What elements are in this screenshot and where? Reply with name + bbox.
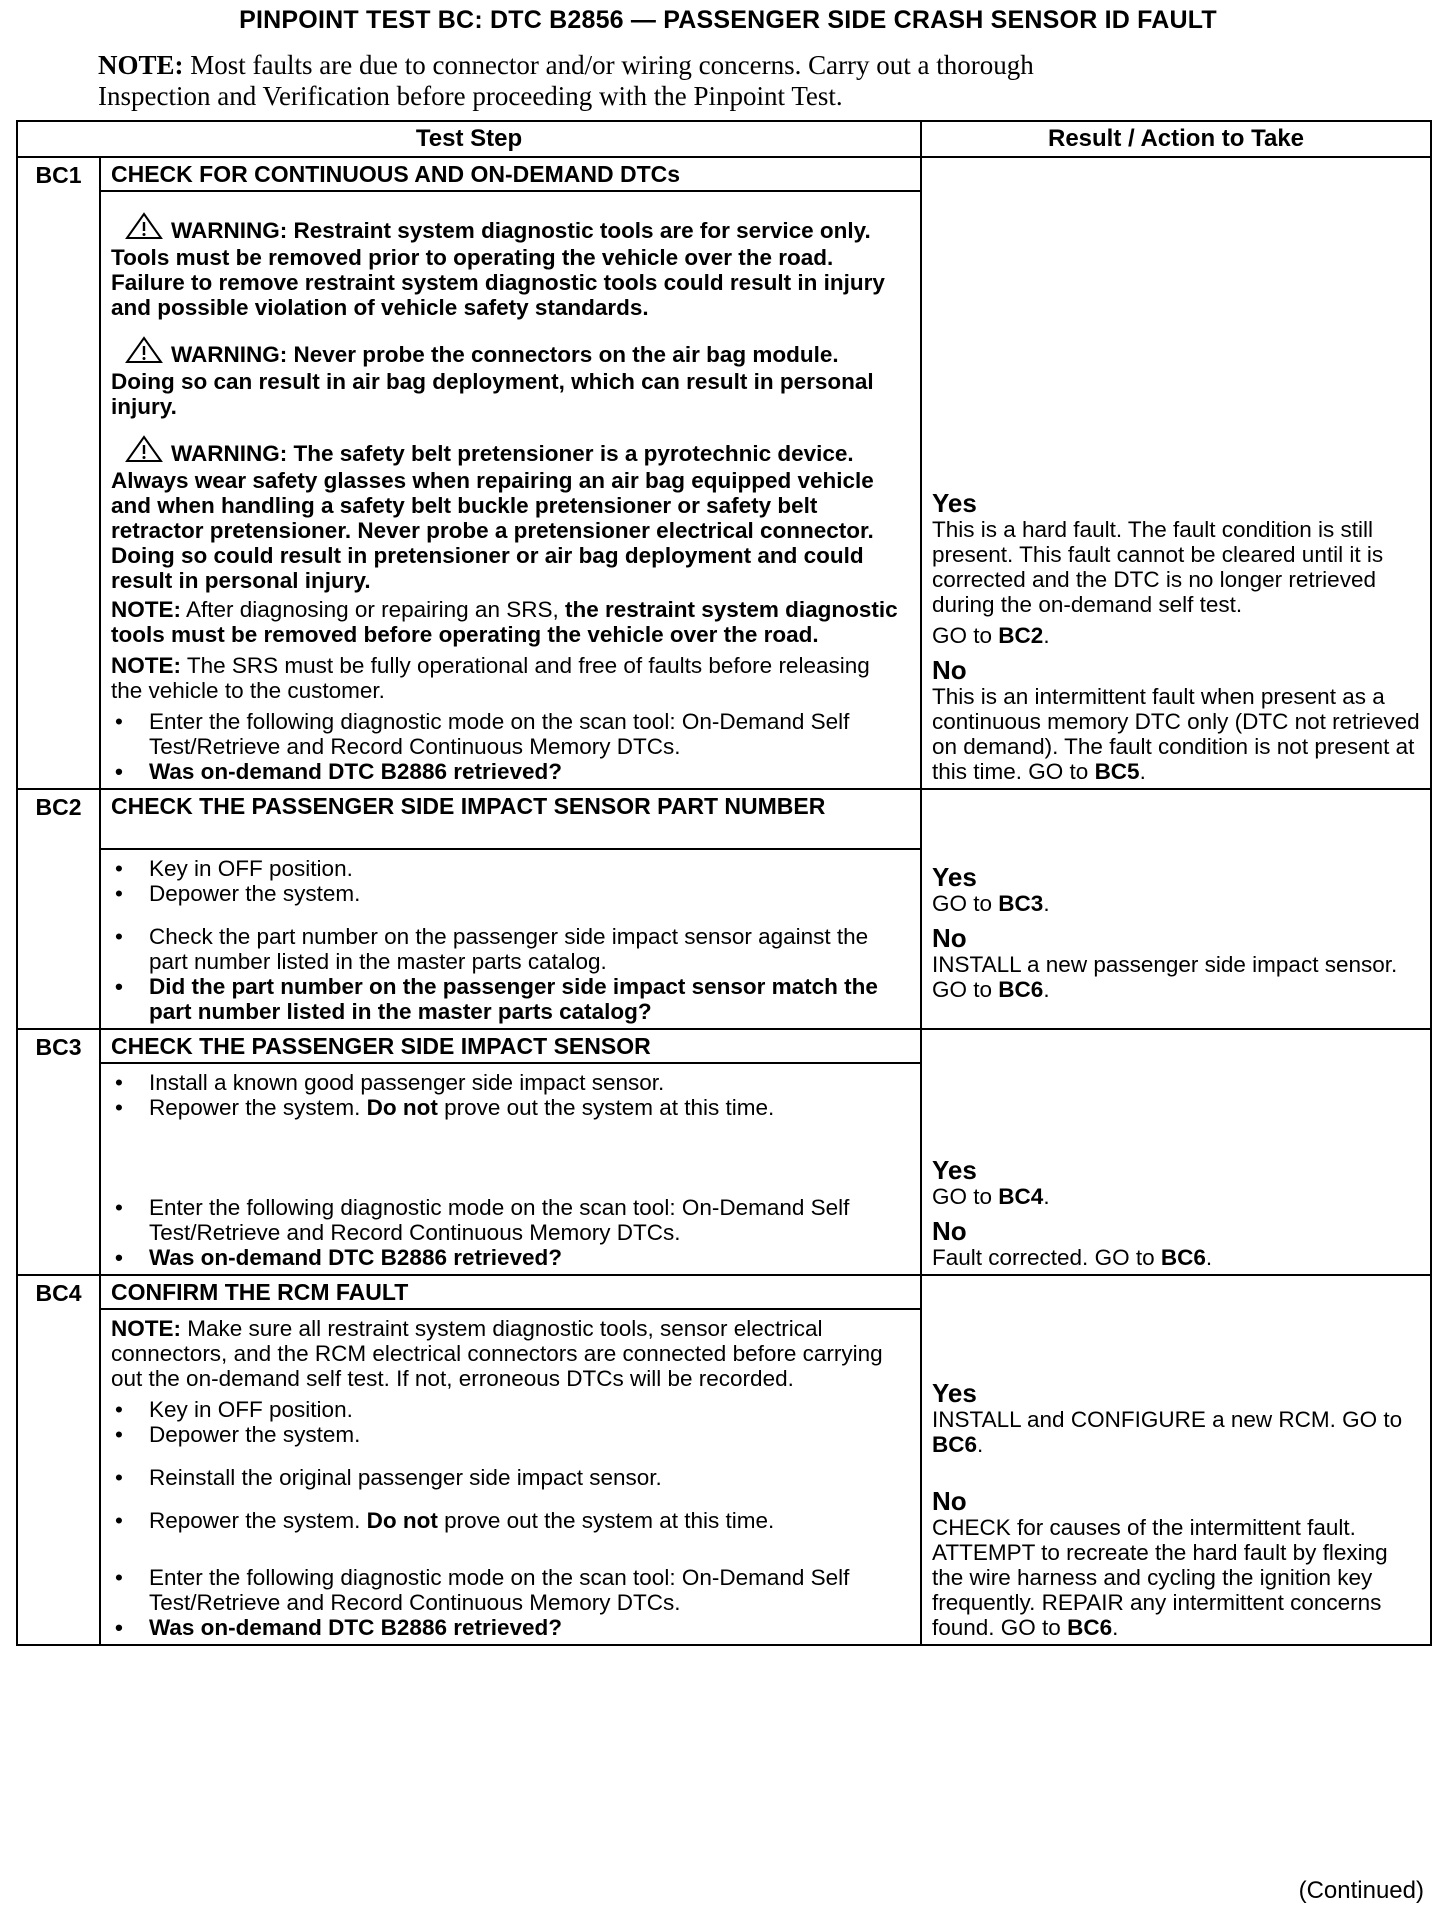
result-yes-label: Yes <box>932 1155 977 1185</box>
result-no-text: This is an intermittent fault when present as a continuous memory DTC only (DTC not retrieved on demand). The fault condition is not present at this time. GO to BC5. <box>932 684 1420 784</box>
bullet-question: • Was on-demand DTC B2886 retrieved? <box>111 1615 902 1640</box>
note-text: Make sure all restraint system diagnostic tools, sensor electrical connectors, and the RCM electrical connectors are connected before carrying out the on-demand self test. If not, erroneous DTCs will be recorded. <box>111 1316 883 1391</box>
bullet-bold: Do not <box>366 1508 438 1533</box>
step-title: CHECK THE PASSENGER SIDE IMPACT SENSOR <box>100 1029 921 1063</box>
goto-target: BC6 <box>1160 1245 1206 1270</box>
bullet-question: • Did the part number on the passenger side impact sensor match the part number listed in the master parts catalog? <box>111 974 902 1024</box>
goto-target: BC6 <box>1067 1615 1113 1640</box>
step-title: CHECK THE PASSENGER SIDE IMPACT SENSOR PART NUMBER <box>100 789 921 849</box>
result-no-label: No <box>932 923 967 953</box>
result-yes-text: GO to BC4. <box>932 1184 1050 1209</box>
warning-block <box>111 336 902 419</box>
step-bc3-result <box>921 1029 1431 1275</box>
pinpoint-test-table <box>16 120 1432 1646</box>
goto-text: GO to <box>932 623 993 648</box>
step-bc1-head-row <box>17 157 1431 191</box>
result-yes-goto: GO to BC2. <box>932 623 1050 648</box>
intro-note <box>98 50 1398 112</box>
note-block <box>111 597 902 647</box>
result-no-body: CHECK for causes of the intermittent fault. ATTEMPT to recreate the hard fault by flexing the wire harness and cycling the ignition key frequently. REPAIR any intermittent concerns found. GO to <box>932 1515 1388 1640</box>
goto-target: BC3 <box>998 891 1044 916</box>
result-no-body: Fault corrected. GO to <box>932 1245 1155 1270</box>
bullet-bold: Do not <box>366 1095 438 1120</box>
bullet-item: • Depower the system. <box>111 1422 902 1447</box>
note-text: The SRS must be fully operational and free of faults before releasing the vehicle to the customer. <box>111 653 870 703</box>
warning-block <box>111 435 902 593</box>
result-no-label: No <box>932 655 967 685</box>
step-bc4-head-row <box>17 1275 1431 1309</box>
note-label: NOTE: <box>111 653 181 678</box>
result-no-text: Fault corrected. GO to BC6. <box>932 1245 1213 1270</box>
header-result: Result / Action to Take <box>921 121 1431 157</box>
bullet-item <box>111 1508 902 1533</box>
intro-note-label: NOTE: <box>98 50 184 80</box>
result-yes-label: Yes <box>932 862 977 892</box>
warning-triangle-icon <box>125 435 163 468</box>
table-header-row <box>17 121 1431 157</box>
continued-label: (Continued) <box>1298 1877 1424 1904</box>
bullet-item: • Depower the system. <box>111 881 902 906</box>
step-bc2-result <box>921 789 1431 1029</box>
step-bc1-body <box>100 191 921 789</box>
bullet-item: • Enter the following diagnostic mode on the scan tool: On-Demand Self Test/Retrieve and Record Continuous Memory DTCs. <box>111 709 902 759</box>
bullet-item: • Check the part number on the passenger side impact sensor against the part number listed in the master parts catalog. <box>111 924 902 974</box>
result-no-body: INSTALL a new passenger side impact sensor. GO to <box>932 952 1398 1002</box>
intro-note-line1: Most faults are due to connector and/or wiring concerns. Carry out a thorough <box>190 50 1034 80</box>
step-code: BC2 <box>17 789 100 1029</box>
goto-target: BC5 <box>1094 759 1140 784</box>
result-yes-label: Yes <box>932 1378 977 1408</box>
note-bold-text: the restraint system diagnostic tools must be removed before operating the vehicle over the road. <box>111 597 898 647</box>
bullet-text: Repower the system. <box>149 1095 361 1120</box>
step-title: CONFIRM THE RCM FAULT <box>100 1275 921 1309</box>
step-bc3-head-row <box>17 1029 1431 1063</box>
result-no-body: This is an intermittent fault when present as a continuous memory DTC only (DTC not retrieved on demand). The fault condition is not present at this time. GO to <box>932 684 1420 784</box>
step-code: BC4 <box>17 1275 100 1645</box>
warning-triangle-icon <box>125 336 163 369</box>
goto-target: BC2 <box>998 623 1044 648</box>
result-yes-text: INSTALL and CONFIGURE a new RCM. GO to BC6. <box>932 1407 1403 1457</box>
step-title: CHECK FOR CONTINUOUS AND ON-DEMAND DTCs <box>100 157 921 191</box>
bullet-text: Repower the system. <box>149 1508 361 1533</box>
step-bc1-result <box>921 157 1431 789</box>
header-test-step: Test Step <box>17 121 921 157</box>
result-yes-text: GO to BC3. <box>932 891 1050 916</box>
bullet-item: • Reinstall the original passenger side impact sensor. <box>111 1465 902 1490</box>
bullet-item <box>111 1095 902 1120</box>
result-no-text: INSTALL a new passenger side impact sensor. GO to BC6. <box>932 952 1398 1002</box>
warning-text: WARNING: Restraint system diagnostic tools are for service only. Tools must be removed prior to operating the vehicle over the road. Failure to remove restraint system diagnostic tools could result in injury and possible violation of vehicle safety standards. <box>111 218 885 320</box>
goto-target: BC4 <box>998 1184 1044 1209</box>
goto-target: BC6 <box>932 1432 978 1457</box>
page-title: PINPOINT TEST BC: DTC B2856 — PASSENGER SIDE CRASH SENSOR ID FAULT <box>239 6 1217 34</box>
step-bc2-body <box>100 849 921 1029</box>
bullet-item: • Key in OFF position. <box>111 856 902 881</box>
goto-text: GO to <box>932 891 993 916</box>
note-text: After diagnosing or repairing an SRS, <box>186 597 559 622</box>
step-bc4-result <box>921 1275 1431 1645</box>
step-code: BC3 <box>17 1029 100 1275</box>
intro-note-line2: Inspection and Verification before proceeding with the Pinpoint Test. <box>98 81 843 111</box>
bullet-item: • Enter the following diagnostic mode on the scan tool: On-Demand Self Test/Retrieve and Record Continuous Memory DTCs. <box>111 1565 902 1615</box>
warning-block <box>111 212 902 320</box>
result-no-label: No <box>932 1486 967 1516</box>
result-no-label: No <box>932 1216 967 1246</box>
step-bc3-body <box>100 1063 921 1275</box>
goto-text: GO to <box>932 1184 993 1209</box>
result-yes-text: This is a hard fault. The fault condition is still present. This fault cannot be cleared until it is corrected and the DTC is no longer retrieved during the on-demand self test. <box>932 517 1384 617</box>
bullet-question: • Was on-demand DTC B2886 retrieved? <box>111 1245 902 1270</box>
result-yes-body: INSTALL and CONFIGURE a new RCM. GO to <box>932 1407 1403 1432</box>
note-label: NOTE: <box>111 597 181 622</box>
bullet-text: prove out the system at this time. <box>444 1508 775 1533</box>
bullet-item: • Enter the following diagnostic mode on the scan tool: On-Demand Self Test/Retrieve and Record Continuous Memory DTCs. <box>111 1195 902 1245</box>
bullet-question: • Was on-demand DTC B2886 retrieved? <box>111 759 902 784</box>
warning-triangle-icon <box>125 212 163 245</box>
goto-target: BC6 <box>998 977 1044 1002</box>
note-block <box>111 1316 902 1391</box>
warning-text: WARNING: The safety belt pretensioner is a pyrotechnic device. Always wear safety glasses when repairing an air bag equipped vehicle and when handling a safety belt buckle pretensioner or safety belt retractor pretensioner. Never probe a pretensioner electrical connector. Doing so could result in pretensioner or air bag deployment and could result in personal injury. <box>111 441 874 593</box>
result-no-text: CHECK for causes of the intermittent fault. ATTEMPT to recreate the hard fault by flexing the wire harness and cycling the ignition key frequently. REPAIR any intermittent concerns found. GO to BC6. <box>932 1515 1388 1640</box>
step-bc2-head-row <box>17 789 1431 849</box>
step-bc4-body <box>100 1309 921 1645</box>
bullet-item: • Install a known good passenger side impact sensor. <box>111 1070 902 1095</box>
bullet-item: • Key in OFF position. <box>111 1397 902 1422</box>
note-label: NOTE: <box>111 1316 181 1341</box>
result-yes-label: Yes <box>932 488 977 518</box>
bullet-text: prove out the system at this time. <box>444 1095 775 1120</box>
warning-text: WARNING: Never probe the connectors on the air bag module. Doing so can result in air bag deployment, which can result in personal injury. <box>111 342 874 419</box>
note-block <box>111 653 902 703</box>
step-code: BC1 <box>17 157 100 789</box>
